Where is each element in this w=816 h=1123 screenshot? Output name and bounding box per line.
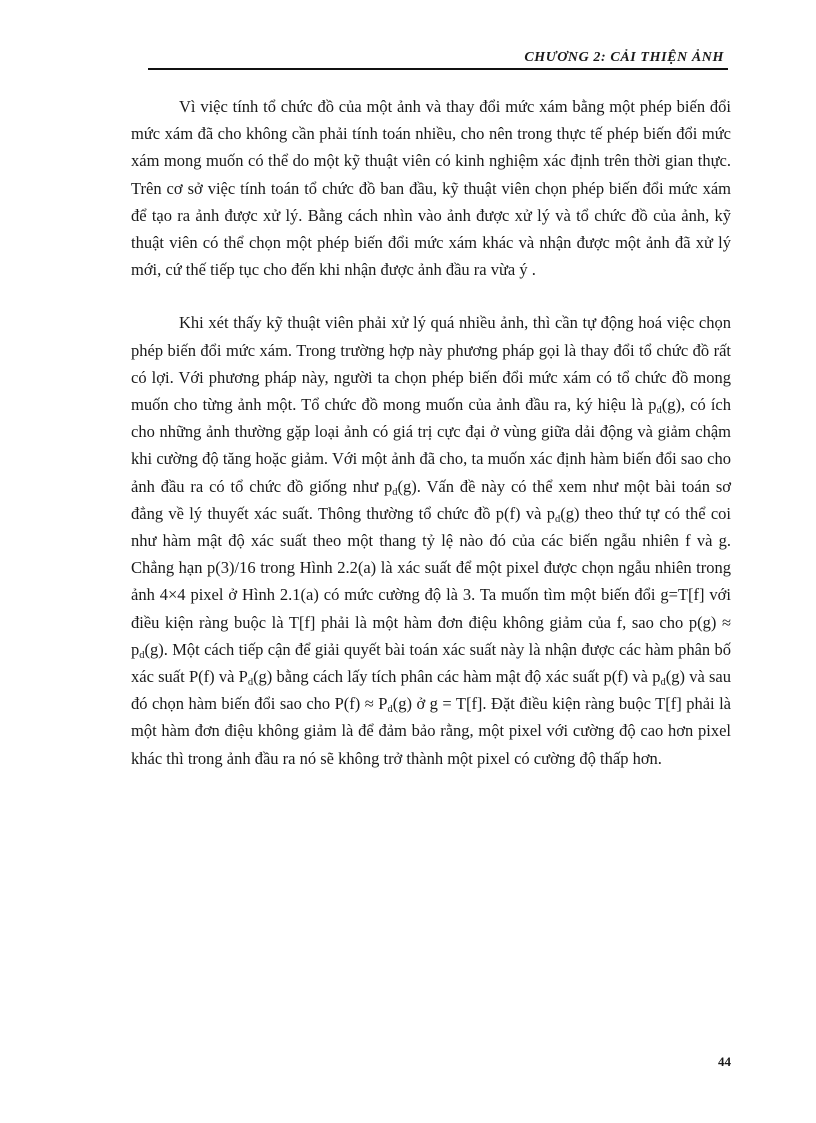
- subscript-d: d: [247, 677, 254, 689]
- subscript-d: d: [387, 704, 393, 716]
- paragraph-2-text-1: Khi xét thấy kỹ thuật viên phải xử lý quá nhiều ảnh, thì cần tự động hoá việc chọn phép biến đổi mức xám. Trong trường hợp này phương pháp gọi là thay đổi tổ chức đồ rất có lợi. Với phương pháp này, người ta chọn phép biến đổi mức xám có tổ chức đồ mong muốn cho từng ảnh một. Tổ chức đồ mong muốn của ảnh đầu ra, ký hiệu là p: [131, 313, 731, 415]
- subscript-d: d: [392, 486, 398, 498]
- paragraph-2-text-2: (g), có ích cho những ảnh thường gặp loại ảnh có giá trị cực đại ở vùng giữa dải động và giảm chậm khi cường độ tăng hoặc giảm. Với một ảnh đã cho, ta muốn xác định hàm biến đổi sao cho ảnh đầu ra có tổ chức đồ giống như p: [131, 395, 731, 496]
- paragraph-2: [131, 309, 731, 771]
- subscript-d: d: [555, 513, 561, 525]
- paragraph-2-text-6: (g) bằng cách lấy tích phân các hàm mật độ xác suất p(f) và p: [253, 667, 661, 687]
- chapter-header: CHƯƠNG 2: CẢI THIỆN ẢNH: [524, 50, 724, 65]
- paragraph-1: Vì việc tính tổ chức đồ của một ảnh và thay đổi mức xám bằng một phép biến đổi mức xám đã cho không cần phải tính toán nhiều, cho nên trong thực tế phép biến đổi mức xám mong muốn có thể do một kỹ thuật viên có kinh nghiệm xác định trên thời gian thực. Trên cơ sở việc tính toán tổ chức đồ ban đầu, kỹ thuật viên chọn phép biến đổi mức xám để tạo ra ảnh được xử lý. Bằng cách nhìn vào ảnh được xử lý và tổ chức đồ của ảnh, kỹ thuật viên có thể chọn một phép biến đổi mức xám khác và nhận được một ảnh đã xử lý mới, cứ thế tiếp tục cho đến khi nhận được ảnh đầu ra vừa ý .: [131, 97, 731, 280]
- page-number: 44: [718, 1054, 731, 1069]
- paragraph-2-text-8: (g) ở g = T[f]. Đặt điều kiện ràng buộc T[f] phải là một hàm đơn điệu không giảm là để đảm bảo rằng, một pixel với cường độ cao hơn pixel khác thì trong ảnh đầu ra nó sẽ không trở thành một pixel có cường độ thấp hơn.: [131, 694, 731, 768]
- header-rule: [148, 68, 728, 70]
- paragraph-2-text-4: (g) theo thứ tự có thể coi như hàm mật độ xác suất theo một thang tỷ lệ nào đó của các biến ngẫu nhiên f và g. Chẳng hạn p(3)/16 trong Hình 2.2(a) là xác suất để một pixel được chọn ngẫu nhiên trong ảnh 4×4 pixel ở Hình 2.1(a) có mức cường độ là 3. Ta muốn tìm một biến đổi g=T[f] với điều kiện ràng buộc là T[f] phải là một hàm đơn điệu không giảm của f, sao cho p(g) ≈ p: [131, 503, 732, 659]
- paragraph-2-text-5: (g). Một cách tiếp cận để giải quyết bài toán xác suất này là nhận được các hàm phân bố xác suất P(f) và P: [131, 639, 731, 687]
- paragraph-2-text-3: (g). Vấn đề này có thể xem như một bài toán sơ đẳng về lý thuyết xác suất. Thông thường tổ chức đồ p(f) và p: [131, 476, 731, 523]
- subscript-d: d: [660, 677, 666, 689]
- body-text: [131, 93, 731, 772]
- subscript-d: d: [139, 649, 145, 661]
- subscript-d: d: [656, 405, 662, 417]
- paragraph-2-text-7: (g) và sau đó chọn hàm biến đổi sao cho P(f) ≈ P: [131, 667, 731, 714]
